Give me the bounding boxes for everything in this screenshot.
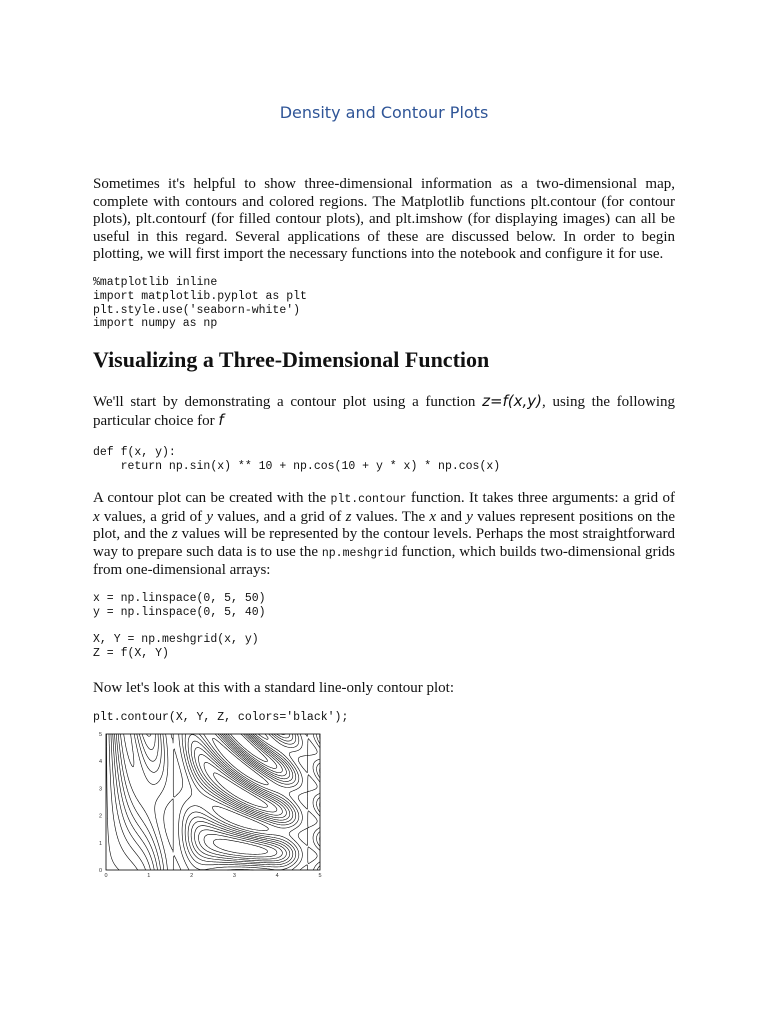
p3-text-b: function. It takes three arguments: a grid of — [406, 490, 675, 506]
contour-line-9 — [124, 734, 320, 870]
x-tick-label-0: 0 — [104, 873, 108, 879]
code-block-plot-call: plt.contour(X, Y, Z, colors='black'); — [93, 711, 349, 724]
p3-text-e: values. The — [351, 508, 430, 525]
x-tick-label-2: 2 — [190, 873, 194, 879]
code-block-imports: %matplotlib inline import matplotlib.pyplot as plt plt.style.use('seaborn-white') import numpy as np — [93, 276, 307, 331]
x-tick-label-4: 4 — [275, 873, 279, 879]
section-heading: Visualizing a Three-Dimensional Function — [93, 347, 490, 372]
inline-code-np-meshgrid: np.meshgrid — [321, 546, 398, 560]
y-tick-label-3: 3 — [98, 786, 102, 793]
p3-y1: y — [206, 508, 214, 525]
p3-text-f: and — [436, 508, 467, 525]
p2-text-a: We'll start by demonstrating a contour plot using a function — [93, 394, 483, 410]
paragraph-line-contour: Now let's look at this with a standard line-only contour plot: — [93, 680, 454, 696]
p3-text-c: values, a grid of — [99, 508, 207, 525]
math-f: f — [218, 410, 224, 429]
paragraph-contour-explanation — [93, 490, 675, 580]
y-tick-label-5: 5 — [98, 732, 102, 738]
x-tick-label-5: 5 — [318, 873, 322, 879]
y-tick-label-1: 1 — [98, 840, 102, 847]
x-tick-label-1: 1 — [147, 873, 151, 879]
contour-line-1 — [107, 734, 268, 870]
y-tick-label-2: 2 — [98, 813, 102, 820]
inline-code-plt-contour: plt.contour — [330, 493, 407, 506]
y-tick-label-0: 0 — [98, 868, 102, 874]
p3-text-h: values will be represented by the contour levels. Perhaps the most straightforward way to prepare such data is to use the — [93, 526, 675, 560]
contour-line-8 — [120, 734, 320, 870]
contour-plot — [88, 726, 328, 882]
p3-x2: x — [429, 508, 437, 525]
code-block-function: def f(x, y): return np.sin(x) ** 10 + np.cos(10 + y * x) * np.cos(x) — [93, 446, 501, 473]
p2-text-b: , using the following particular choice for — [93, 394, 675, 429]
y-tick-label-4: 4 — [98, 759, 102, 766]
p3-y2: y — [466, 508, 473, 525]
page-title: Density and Contour Plots — [279, 103, 489, 122]
p3-z1: z — [345, 508, 352, 525]
paragraph-function-intro — [93, 393, 675, 430]
contour-line-2 — [109, 734, 277, 870]
p3-text-d: values, and a grid of — [213, 508, 346, 525]
math-z-equals-f: z=f(x,y) — [482, 392, 543, 410]
contour-line-3 — [111, 734, 282, 870]
p3-z2: z — [171, 526, 178, 543]
p3-text-g: values represent positions on the plot, and the — [93, 508, 676, 543]
intro-paragraph: Sometimes it's helpful to show three-dimensional information as a two-dimensional map, complete with contours and colored regions. The Matplotlib functions plt.contour (for contour plots), plt.contourf (for filled contour plots), and plt.imshow (for displaying images) can all be useful in this regard. Several applications of these are discussed below. In order to begin plotting, we will first import the necessary functions into the notebook and configure it for use. — [93, 176, 675, 263]
contour-plot-svg — [88, 726, 328, 882]
p3-x1: x — [93, 508, 100, 525]
x-tick-label-3: 3 — [232, 873, 236, 879]
p3-text-a: A contour plot can be created with the — [93, 490, 331, 506]
contour-line-7 — [118, 734, 320, 870]
p3-text-i: function, which builds two-dimensional grids from one-dimensional arrays: — [93, 543, 676, 579]
code-block-meshgrid: x = np.linspace(0, 5, 50) y = np.linspace(0, 5, 40) X, Y = np.meshgrid(x, y) Z = f(X, Y) — [93, 592, 266, 661]
